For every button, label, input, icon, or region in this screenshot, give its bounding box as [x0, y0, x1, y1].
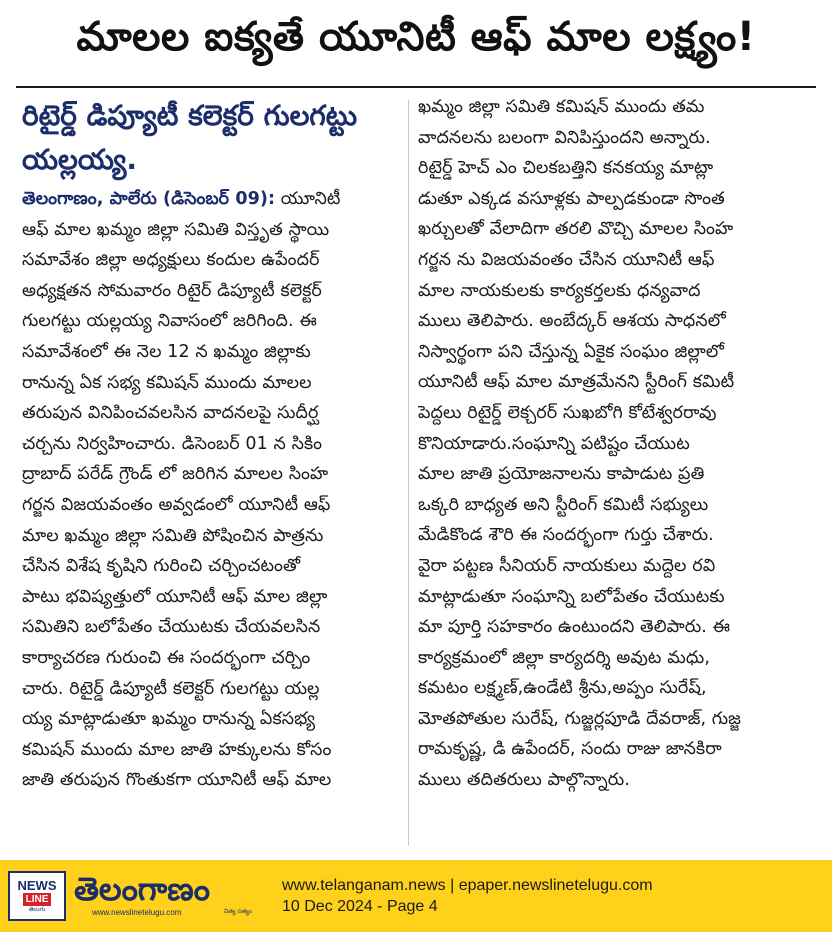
body-line: కమటం లక్ష్మణ్,ఉండేటి శ్రీను,అప్పం సురేష్, — [418, 678, 707, 699]
body-line: వైరా పట్టణ సీనియర్ నాయకులు మద్దెల రవి — [418, 555, 716, 576]
footer-date-page: 10 Dec 2024 - Page 4 — [282, 898, 438, 915]
body-line: మాల నాయకులకు కార్యకర్తలకు ధన్యవాద — [418, 280, 701, 301]
body-line: యూనిటీ ఆఫ్ మాల మాత్రమేనని స్టీరింగ్ కమిటీ — [418, 372, 735, 393]
body-text: యూనిటీ — [275, 189, 341, 209]
logo-telugu-text: తెలుగు — [28, 906, 46, 913]
telanganam-logo — [74, 868, 258, 924]
body-line: మాట్లాడుతూ సంఘాన్ని బలోపేతం చేయుటకు — [418, 586, 725, 607]
body-line: ములు తెలిపారు. అంబేద్కర్ ఆశయ సాధనలో — [418, 311, 726, 332]
footer-bar — [0, 860, 832, 932]
body-line: సమావేశంలో ఈ నెల 12 న ఖమ్మం జిల్లాకు — [22, 341, 311, 362]
body-line: కార్యాచరణ గురుంచి ఈ సందర్భంగా చర్చిం — [22, 647, 311, 668]
dateline: తెలంగాణం, పాలేరు (డిసెంబర్ 09): — [22, 189, 276, 209]
body-line: నిస్వార్థంగా పని చేస్తున్న ఏకైక సంఘం జిల్లాలో — [418, 341, 724, 362]
body-line: కార్యక్రమంలో జిల్లా కార్యదర్శి అవుట మధు, — [418, 647, 710, 668]
body-line: ఖర్చులతో వేలాదిగా తరలి వొచ్చి మాలల సింహ — [418, 219, 734, 240]
body-line: కమిషన్ ముందు మాల జాతి హక్కులను కోసం — [22, 739, 332, 760]
body-line: సమితిని బలోపేతం చేయుటకు చేయవలసిన — [22, 617, 321, 638]
body-line: మాల ఖమ్మం జిల్లా సమితి పోషించిన పాత్రను — [22, 525, 324, 546]
body-line: ఆఫ్ మాల ఖమ్మం జిల్లా సమితి విస్తృత స్థాయి — [22, 219, 330, 240]
body-line: గర్జన ను విజయవంతం చేసిన యూనిటీ ఆఫ్ — [418, 249, 715, 270]
body-line: రానున్న ఏక సభ్య కమిషన్ ముందు మాలల — [22, 372, 312, 393]
body-line: గర్జన విజయవంతం అవ్వడంలో యూనిటీ ఆఫ్ — [22, 494, 331, 515]
body-line — [22, 184, 402, 215]
brand-name: తెలంగాణం — [74, 870, 210, 908]
footer-info — [282, 875, 653, 917]
article-headline: మాలల ఐక్యతే యూనిటీ ఆఫ్ మాల లక్ష్యం! — [76, 14, 756, 60]
body-line: చర్చను నిర్వహించారు. డిసెంబర్ 01 న సికిం — [22, 433, 323, 454]
body-line: ములు తదితరులు పాల్గొన్నారు. — [418, 770, 630, 791]
right-column — [418, 92, 814, 796]
body-line: జాతి తరుపున గొంతుకగా యూనిటీ ఆఫ్ మాల — [22, 770, 332, 791]
body-line: చారు. రిటైర్డ్ డిప్యూటీ కలెక్టర్ గులగట్టు యల్ల — [22, 678, 320, 699]
body-line: రిటైర్డ్ హెచ్ ఎం చిలకబత్తిని కనకయ్య మాట్లా — [418, 158, 714, 179]
left-column — [22, 92, 402, 796]
body-line: తరుపున వినిపించవలసిన వాదనలపై సుదీర్ఘ — [22, 403, 319, 424]
article-subhead-line-1: రిటైర్డ్ డిప్యూటీ కలెక్టర్ గులగట్టు — [22, 99, 358, 132]
logo-line-text: LINE — [23, 893, 52, 906]
brand-tagline: నిత్య సత్యం — [224, 908, 253, 915]
body-line: ఖమ్మం జిల్లా సమితి కమిషన్ ముందు తమ — [418, 97, 705, 117]
body-line: మాల జాతి ప్రయోజనాలను కాపాడుట ప్రతి — [418, 464, 705, 485]
body-line: పాటు భవిష్యత్తులో యూనిటీ ఆఫ్ మాల జిల్లా — [22, 586, 328, 607]
body-line: రామకృష్ణ, డి ఉపేందర్, సందు రాజు జానకిరా — [418, 739, 722, 760]
footer-links: www.telanganam.news | epaper.newslinetelugu.com — [282, 877, 653, 894]
brand-site: www.newslinetelugu.com — [92, 908, 182, 917]
body-line: పెద్దలు రిటైర్డ్ లెక్చరర్ సుఖబోగి కోటేశ్వరరావు — [418, 402, 717, 423]
body-line: అధ్యక్షతన సోమవారం రిటైర్ డిప్యూటీ కలెక్టర్ — [22, 280, 322, 301]
logo-news-text: NEWS — [17, 878, 57, 893]
headline-divider — [16, 86, 816, 88]
body-line: య్య మాట్లాడుతూ ఖమ్మం రానున్న ఏకసభ్య — [22, 709, 316, 730]
body-line: ద్రాబాద్ పరేడ్ గ్రౌండ్ లో జరిగిన మాలల సింహ — [22, 464, 329, 485]
body-line: మా పూర్తి సహకారం ఉంటుందని తెలిపారు. ఈ — [418, 617, 731, 638]
body-line: వాదనలను బలంగా వినిపిస్తుందని అన్నారు. — [418, 127, 711, 148]
body-line: మోతపోతుల సురేష్, గుజ్జర్లపూడి దేవరాజ్, గుజ్జ — [418, 708, 742, 729]
body-line: ఒక్కరి బాధ్యత అని స్టీరింగ్ కమిటీ సభ్యులు — [418, 494, 709, 515]
body-line: చేసిన విశేష కృషిని గురించి చర్చించటంతో — [22, 556, 301, 577]
column-divider — [408, 100, 409, 846]
body-line: డుతూ ఎక్కడ వసూళ్లకు పాల్పడకుండా సొంత — [418, 188, 725, 209]
body-line: కొనియాడారు.సంఘాన్ని పటిష్టం చేయుట — [418, 433, 690, 454]
body-line: మేడికొండ శౌరి ఈ సందర్భంగా గుర్తు చేశారు. — [418, 525, 714, 546]
body-line: సమావేశం జిల్లా అధ్యక్షులు కందుల ఉపేందర్ — [22, 250, 320, 271]
body-line: గులగట్టు యల్లయ్య నివాసంలో జరిగింది. ఈ — [22, 311, 317, 332]
newsline-logo — [8, 871, 66, 921]
article-subhead-line-2: యల్లయ్య. — [22, 143, 138, 176]
